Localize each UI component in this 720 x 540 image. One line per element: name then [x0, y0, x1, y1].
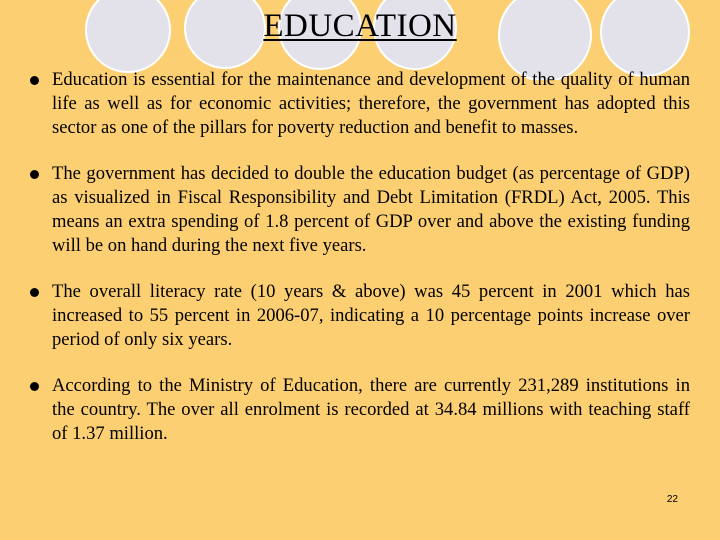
- list-item: [30, 280, 690, 352]
- bullet-icon: [30, 288, 39, 297]
- bullet-icon: [30, 170, 39, 179]
- bullet-text: According to the Ministry of Education, there are currently 231,289 institutions in the country. The over all enrolment is recorded at 34.84 millions with teaching staff of 1.37 million.: [52, 375, 690, 444]
- page-number: 22: [666, 494, 678, 505]
- list-item: [30, 162, 690, 258]
- bullet-icon: [30, 382, 39, 391]
- page-title: EDUCATION: [263, 8, 457, 44]
- bullet-icon: [30, 76, 39, 85]
- bullet-text: The overall literacy rate (10 years & above) was 45 percent in 2001 which has increased to 55 percent in 2006-07, indicating a 10 percentage points increase over period of only six years.: [52, 281, 690, 350]
- bullet-text: Education is essential for the maintenance and development of the quality of human life as well as for economic activities; therefore, the government has adopted this sector as one of the pillars for poverty reduction and benefit to masses.: [52, 69, 690, 138]
- bullet-list: [30, 68, 690, 468]
- list-item: [30, 68, 690, 140]
- bullet-text: The government has decided to double the education budget (as percentage of GDP) as visualized in Fiscal Responsibility and Debt Limitation (FRDL) Act, 2005. This means an extra spending of 1.8 percent of GDP over and above the existing funding will be on hand during the next five years.: [52, 163, 690, 256]
- list-item: [30, 374, 690, 446]
